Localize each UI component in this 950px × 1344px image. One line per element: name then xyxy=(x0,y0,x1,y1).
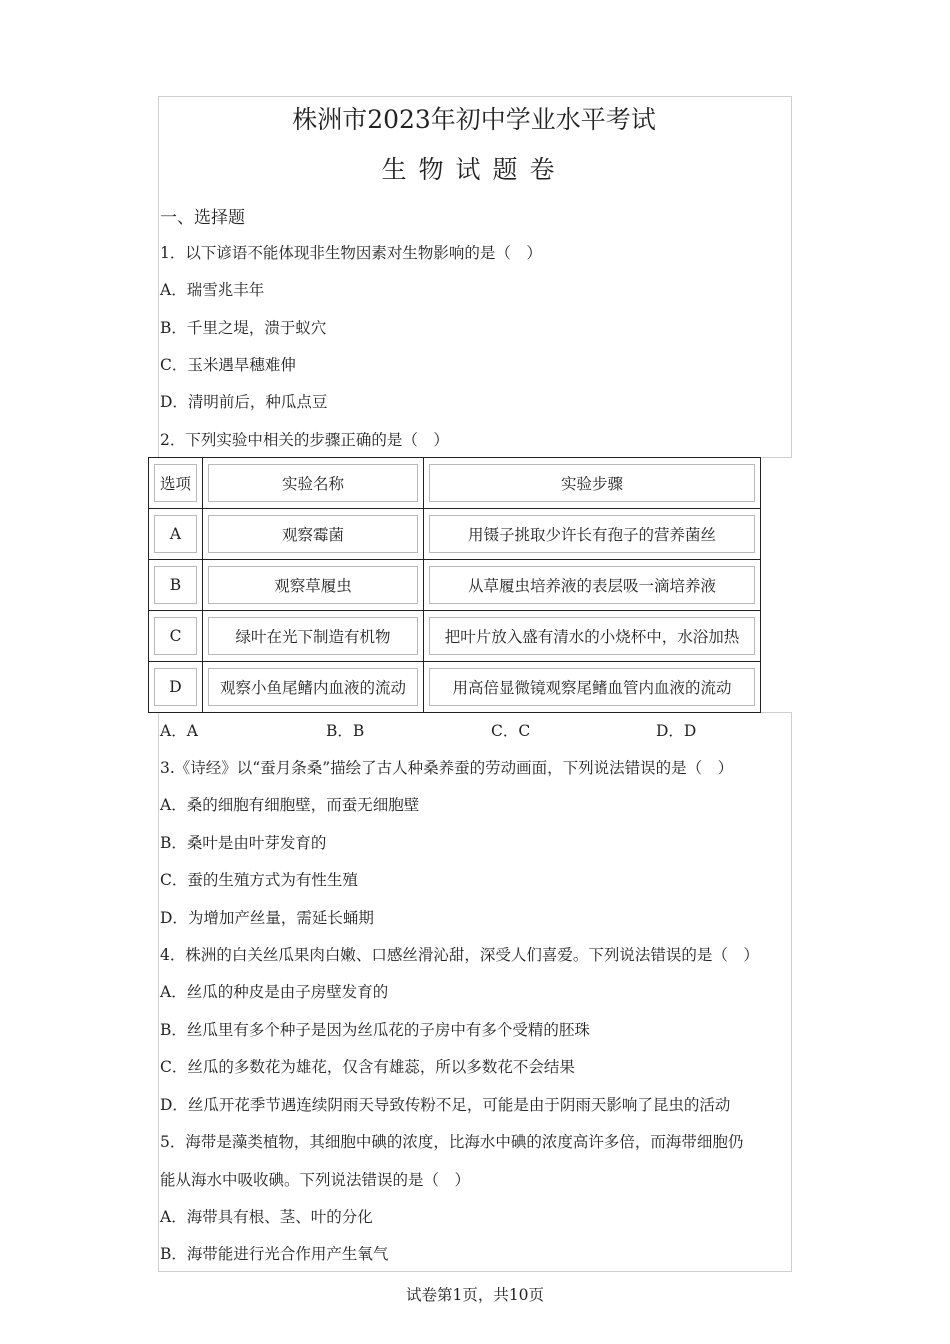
table-row xyxy=(149,509,761,560)
table-header-row xyxy=(149,458,761,509)
section-heading: 一、选择题 xyxy=(160,208,245,228)
question-4-option-b: B．丝瓜里有多个种子是因为丝瓜花的子房中有多个受精的胚珠 xyxy=(160,1021,590,1039)
question-2-option-c: C．C xyxy=(491,722,531,740)
table-cell: 观察草履虫 xyxy=(208,566,418,604)
question-5-option-b: B．海带能进行光合作用产生氧气 xyxy=(160,1245,389,1263)
question-3-stem: 3.《诗经》以“蚕月条桑”描绘了古人种桑养蚕的劳动画面，下列说法错误的是（ ） xyxy=(160,759,734,777)
question-2-option-b: B．B xyxy=(326,722,365,740)
table-row xyxy=(149,662,761,713)
table-row xyxy=(149,611,761,662)
question-5-option-a: A．海带具有根、茎、叶的分化 xyxy=(160,1208,373,1226)
question-3-option-c: C．蚕的生殖方式为有性生殖 xyxy=(160,871,358,889)
table-cell: 观察小鱼尾鳍内血液的流动 xyxy=(208,668,418,706)
question-1-option-d: D．清明前后，种瓜点豆 xyxy=(160,393,328,411)
table-cell: 观察霉菌 xyxy=(208,515,418,553)
table-cell: 从草履虫培养液的表层吸一滴培养液 xyxy=(429,566,755,604)
question-5-stem-line-2: 能从海水中吸收碘。下列说法错误的是（ ） xyxy=(160,1171,471,1189)
question-4-option-a: A．丝瓜的种皮是由子房壁发育的 xyxy=(160,983,389,1001)
question-5-stem-line-1: 5．海带是藻类植物，其细胞中碘的浓度，比海水中碘的浓度高许多倍，而海带细胞仍 xyxy=(160,1133,744,1151)
exam-subtitle: 生物试题卷 xyxy=(381,155,567,184)
question-2-stem: 2．下列实验中相关的步骤正确的是（ ） xyxy=(160,431,449,449)
table-cell: 用高倍显微镜观察尾鳍血管内血液的流动 xyxy=(429,668,755,706)
question-1-option-a: A．瑞雪兆丰年 xyxy=(160,281,265,299)
table-cell: 把叶片放入盛有清水的小烧杯中，水浴加热 xyxy=(429,617,755,655)
question-4-option-d: D．丝瓜开花季节遇连续阴雨天导致传粉不足，可能是由于阴雨天影响了昆虫的活动 xyxy=(160,1096,731,1114)
table-cell: B xyxy=(154,566,197,604)
table-cell: A xyxy=(154,515,197,553)
table-header-cell: 实验名称 xyxy=(208,464,418,502)
experiment-table xyxy=(148,457,761,713)
table-header-cell: 实验步骤 xyxy=(429,464,755,502)
question-1-stem: 1．以下谚语不能体现非生物因素对生物影响的是（ ） xyxy=(160,244,542,262)
table-cell: 绿叶在光下制造有机物 xyxy=(208,617,418,655)
question-3-option-d: D．为增加产丝量，需延长蛹期 xyxy=(160,909,374,927)
table-header-cell: 选项 xyxy=(154,464,197,502)
exam-title: 株洲市2023年初中学业水平考试 xyxy=(292,105,656,134)
question-4-option-c: C．丝瓜的多数花为雄花，仅含有雄蕊，所以多数花不会结果 xyxy=(160,1058,575,1076)
table-cell: 用镊子挑取少许长有孢子的营养菌丝 xyxy=(429,515,755,553)
page-footer: 试卷第1页，共10页 xyxy=(405,1286,545,1304)
question-2-option-d: D．D xyxy=(656,722,697,740)
table-row xyxy=(149,560,761,611)
question-4-stem: 4．株洲的白关丝瓜果肉白嫩、口感丝滑沁甜，深受人们喜爱。下列说法错误的是（ ） xyxy=(160,946,759,964)
question-3-option-b: B．桑叶是由叶芽发育的 xyxy=(160,834,327,852)
question-3-option-a: A．桑的细胞有细胞壁，而蚕无细胞壁 xyxy=(160,796,420,814)
question-1-option-c: C．玉米遇旱穗难伸 xyxy=(160,356,296,374)
question-2-option-a: A．A xyxy=(160,722,198,740)
table-cell: D xyxy=(154,668,197,706)
table-cell: C xyxy=(154,617,197,655)
question-1-option-b: B．千里之堤，溃于蚁穴 xyxy=(160,319,327,337)
